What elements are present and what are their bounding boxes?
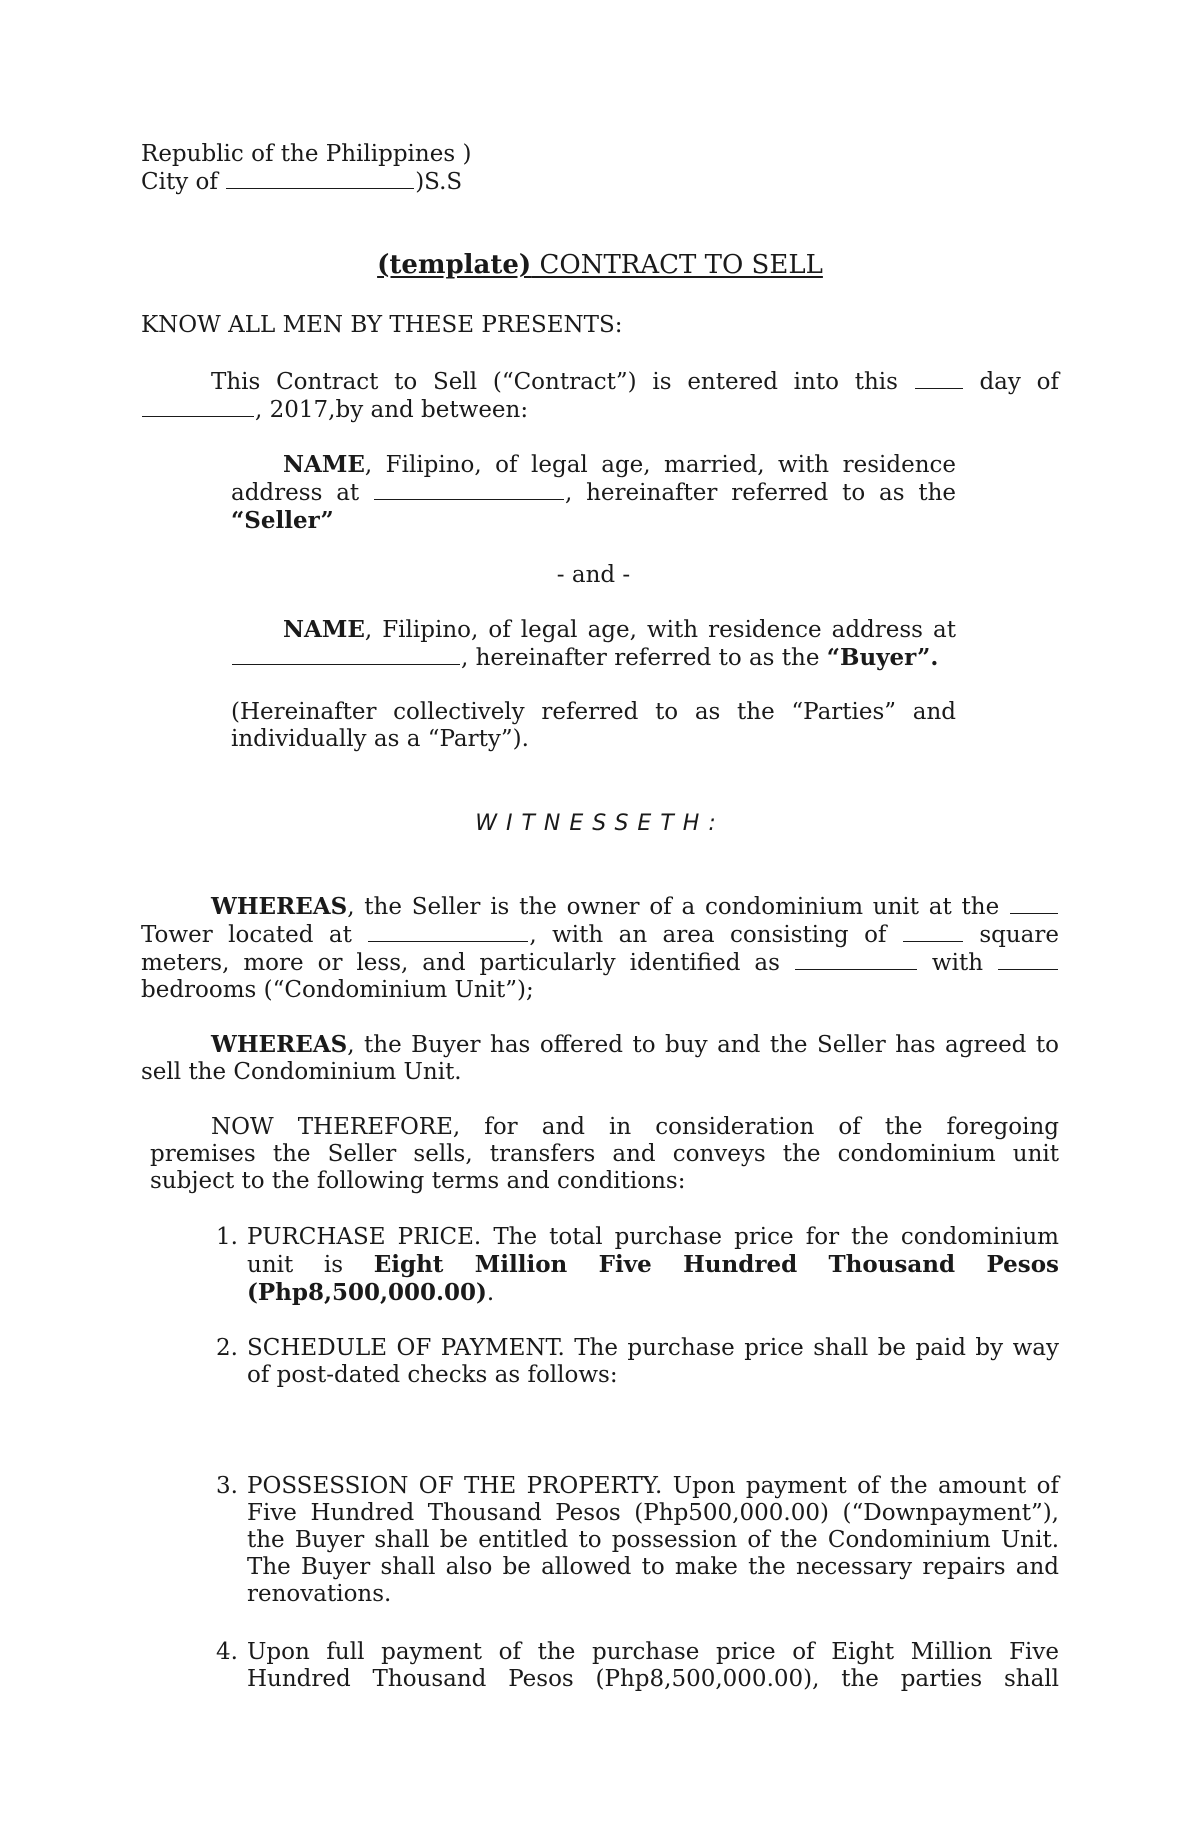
intro-text-1: This Contract to Sell (“Contract”) is entered into this: [211, 369, 898, 395]
witnesseth-text: WITNESSETH:: [475, 811, 725, 836]
term-3-number: 3.: [216, 1473, 238, 1499]
seller-address-blank: [374, 479, 564, 500]
whereas-1-text-1: , the Seller is the owner of a condominium unit at the: [347, 894, 1000, 920]
city-blank: [226, 168, 414, 189]
buyer-name: NAME: [283, 616, 365, 643]
intro-paragraph: [141, 368, 1059, 424]
whereas-1-text-6: bedrooms (“Condominium Unit”);: [141, 977, 534, 1003]
header-city: [141, 168, 741, 196]
buyer-text-1: , Filipino, of legal age, with residence address at: [364, 617, 956, 643]
whereas-1-lead: WHEREAS: [211, 893, 348, 920]
and-separator: [231, 562, 956, 589]
month-blank: [142, 396, 254, 417]
term-1-amount: Eight Million Five Hundred Thousand Pesos (Php8,500,000.00): [247, 1251, 1059, 1306]
whereas-2-text: , the Buyer has offered to buy and the Seller has agreed to sell the Condominium Unit.: [141, 1032, 1059, 1085]
term-2-text: SCHEDULE OF PAYMENT. The purchase price shall be paid by way of post-dated checks as follows:: [247, 1335, 1059, 1388]
now-therefore-line1: [211, 1114, 1059, 1141]
location-blank: [368, 921, 528, 942]
day-blank: [915, 368, 963, 389]
area-blank: [903, 921, 963, 942]
buyer-paragraph: [231, 616, 956, 672]
term-3-body: [247, 1473, 1059, 1608]
now-therefore-text-1: NOW THEREFORE, for and in consideration of the foregoing: [211, 1114, 1059, 1140]
buyer-address-blank: [232, 644, 460, 665]
seller-paragraph: [231, 451, 956, 535]
now-therefore-rest: [150, 1141, 1059, 1195]
parties-paragraph: [231, 699, 956, 753]
term-1-end: .: [486, 1280, 495, 1306]
whereas-1-text-5: with: [931, 950, 984, 976]
buyer-label: “Buyer”.: [826, 644, 939, 671]
whereas-2-paragraph: [141, 1031, 1059, 1086]
title-template-tag: (template): [377, 250, 532, 280]
know-all-men: [141, 312, 1059, 339]
header-line1: Republic of the Philippines ): [141, 141, 472, 167]
title-main: CONTRACT TO SELL: [539, 250, 823, 280]
term-1-number: 1.: [216, 1224, 238, 1250]
witnesseth-heading: [141, 810, 1059, 837]
and-text: - and -: [556, 562, 631, 588]
document-title: [141, 252, 1059, 279]
term-4-text: Upon full payment of the purchase price of Eight Million Five Hundred Thousand Pesos (Php8,500,000.00), the parties shall: [247, 1639, 1059, 1692]
bedrooms-blank: [998, 949, 1058, 970]
term-1-text: PURCHASE PRICE. The total purchase price for the condominium unit is: [247, 1224, 1059, 1278]
term-1-body: [247, 1224, 1059, 1307]
intro-text-2: day of: [979, 369, 1060, 395]
unit-id-blank: [795, 949, 917, 970]
term-2-number: 2.: [216, 1335, 238, 1361]
term-4-number: 4.: [216, 1639, 238, 1665]
whereas-1-text-3: , with an area consisting of: [529, 922, 887, 948]
whereas-2-lead: WHEREAS: [211, 1031, 348, 1058]
whereas-1-paragraph: [141, 893, 1059, 1004]
city-suffix: )S.S: [415, 169, 463, 195]
tower-blank: [1010, 893, 1058, 914]
know-all-text: KNOW ALL MEN BY THESE PRESENTS:: [141, 312, 623, 338]
buyer-text-2: , hereinafter referred to as the: [461, 645, 820, 671]
seller-text-1: , Filipino, of legal age, married, with residence address at: [231, 452, 956, 506]
intro-text-3: , 2017,by and between:: [255, 397, 529, 423]
seller-label: “Seller”: [231, 507, 334, 534]
term-2-body: [247, 1335, 1059, 1389]
whereas-1-text-4: square meters, more or less, and particularly identified as: [141, 922, 1059, 976]
header-republic: [141, 141, 741, 168]
parties-text: (Hereinafter collectively referred to as the “Parties” and individually as a “Party”).: [231, 699, 956, 752]
seller-text-2: , hereinafter referred to as the: [564, 480, 957, 506]
seller-name: NAME: [283, 451, 365, 478]
now-therefore-text-2: premises the Seller sells, transfers and conveys the condominium unit subject to the following terms and conditions:: [150, 1141, 1059, 1194]
term-4-body: [247, 1639, 1059, 1693]
city-prefix: City of: [141, 169, 218, 195]
term-3-text: POSSESSION OF THE PROPERTY. Upon payment of the amount of Five Hundred Thousand Pesos (Php500,000.00) (“Downpayment”), the Buyer shall be entitled to possession of the Condominium Unit. The Buyer shall also be allowed to make the necessary repairs and renovations.: [247, 1473, 1059, 1607]
whereas-1-text-2: Tower located at: [141, 922, 352, 948]
